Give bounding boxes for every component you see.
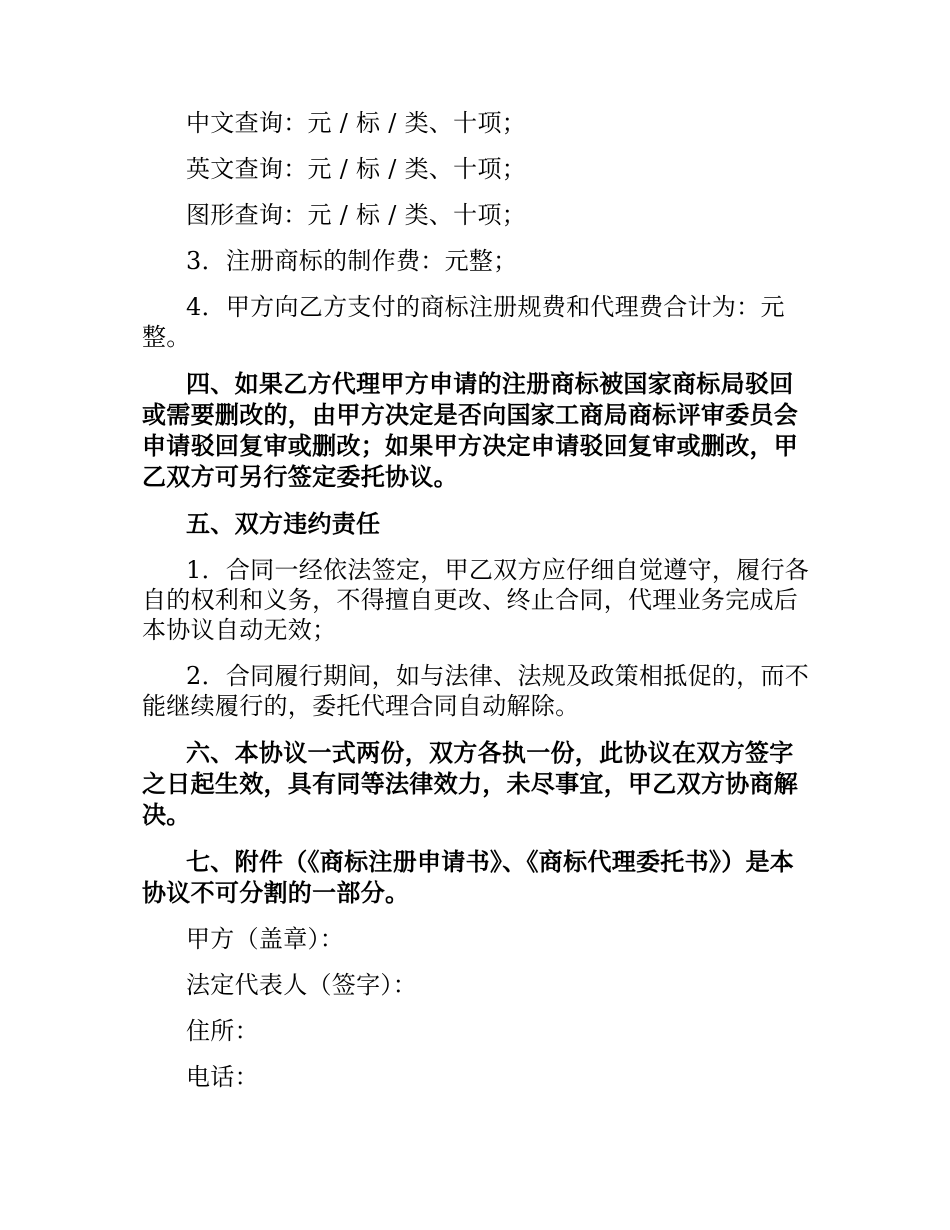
paragraph-english-query: 英文查询：元 / 标 / 类、十项；	[186, 155, 527, 183]
paragraph-production-fee: 3．注册商标的制作费：元整；	[186, 247, 518, 275]
paragraph-total-fee: 4．甲方向乙方支付的商标注册规费和代理费合计为：元整。	[142, 293, 785, 351]
section-seven: 七、附件（《商标注册申请书》、《商标代理委托书》）是本协议不可分割的一部分。	[142, 847, 795, 907]
section-six: 六、本协议一式两份，双方各执一份，此协议在双方签字之日起生效，具有同等法律效力，未尽事宜，甲乙双方协商解决。	[142, 738, 799, 829]
legal-representative-line: 法定代表人（签字）：	[186, 971, 417, 999]
phone-line: 电话：	[186, 1063, 259, 1091]
paragraph-breach-1: 1．合同一经依法签定，甲乙双方应仔细自觉遵守，履行各自的权利和义务，不得擅自更改、终止合同，代理业务完成后本协议自动无效；	[142, 556, 810, 644]
paragraph-chinese-query: 中文查询：元 / 标 / 类、十项；	[186, 109, 527, 137]
paragraph-graphic-query: 图形查询：元 / 标 / 类、十项；	[186, 201, 527, 229]
paragraph-breach-2: 2．合同履行期间，如与法律、法规及政策相抵促的，而不能继续履行的，委托代理合同自动解除。	[142, 662, 810, 720]
address-line: 住所：	[186, 1017, 259, 1045]
section-four: 四、如果乙方代理甲方申请的注册商标被国家商标局驳回或需要删改的，由甲方决定是否向国家工商局商标评审委员会申请驳回复审或删改；如果甲方决定申请驳回复审或删改，甲乙双方可另行签定委托协议。	[142, 369, 799, 491]
section-five-heading: 五、双方违约责任	[186, 509, 381, 538]
party-a-seal-line: 甲方（盖章）：	[186, 925, 345, 953]
document-page	[142, 108, 812, 1108]
